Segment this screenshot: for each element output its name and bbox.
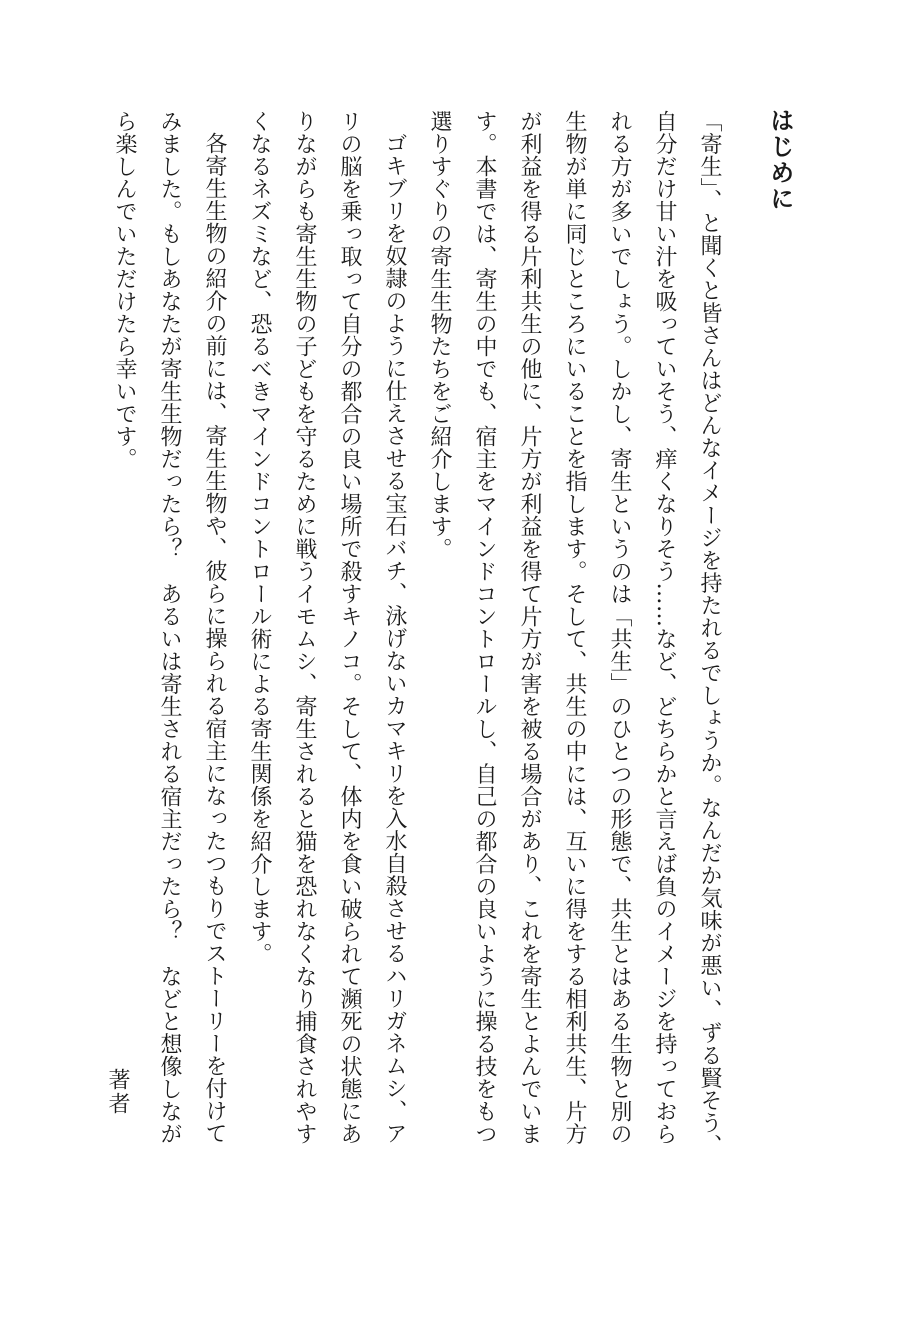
paragraph-1: 「寄生」、と聞くと皆さんはどんなイメージを持たれるでしょうか。なんだか気味が悪い、ずる賢そう、自分だけ甘い汁を吸っていそう、痒くなりそう……など、どちらかと言えば負のイメージを持っておられる方が多いでしょう。しかし、寄生というのは「共生」のひとつの形態で、共生とはある生物と別の生物が単に同じところにいることを指します。そして、共生の中には、互いに得をする相利共生、片方が利益を得る片利共生の他に、片方が利益を得て片方が害を被る場合があり、これを寄生とよんでいます。本書では、寄生の中でも、宿主をマインドコントロールし、自己の都合の良いように操る技をもつ選りすぐりの寄生生物たちをご紹介します。 — [427, 110, 722, 1157]
page-title: はじめに — [765, 108, 794, 212]
author-signature: 著者 — [105, 1068, 130, 1116]
paragraph-2: ゴキブリを奴隷のように仕えさせる宝石バチ、泳げないカマキリを入水自殺させるハリガネムシ、アリの脳を乗っ取って自分の都合の良い場所で殺すキノコ。そして、体内を食い破られて瀕死の状態にありながらも寄生生物の子どもを守るために戦うイモムシ、寄生されると猫を恐れなくなり捕食されやすくなるネズミなど、恐るべきマインドコントロール術による寄生関係を紹介します。 — [247, 110, 407, 1145]
paragraph-3: 各寄生生物の紹介の前には、寄生生物や、彼らに操られる宿主になったつもりでストーリーを付けてみました。もしあなたが寄生生物だったら？ あるいは寄生される宿主だったら？ などと想像しながら楽しんでいただけたら幸いです。 — [112, 110, 227, 1145]
body-text — [102, 110, 732, 1160]
